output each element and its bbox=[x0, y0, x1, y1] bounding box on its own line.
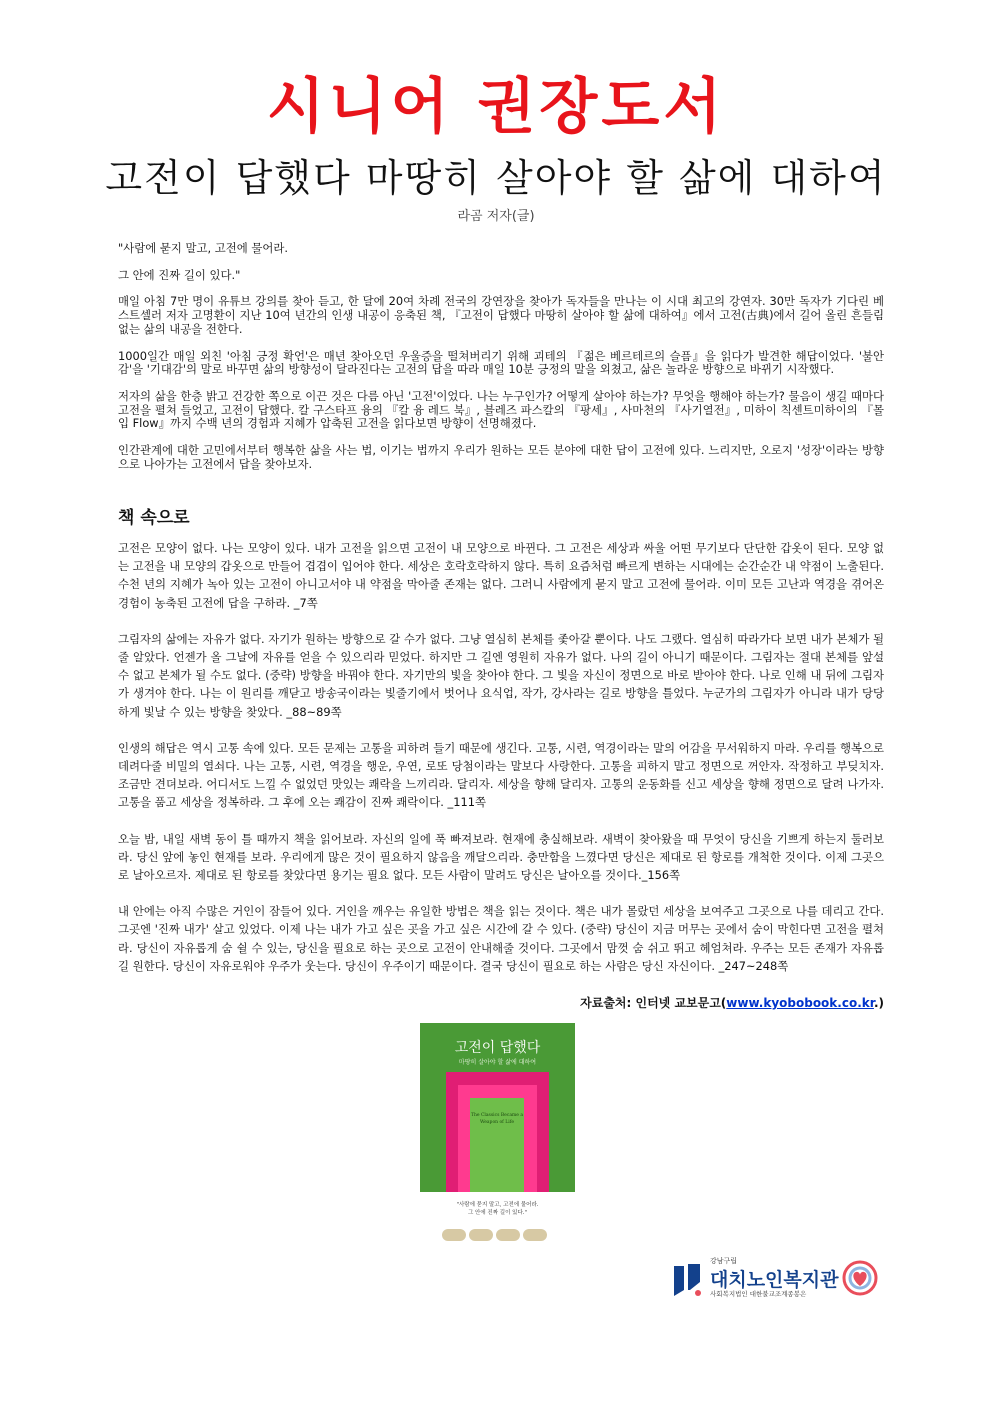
intro-paragraph: 1000일간 매일 외친 '아침 긍정 확언'은 매년 찾아오던 우울증을 떨쳐버리기 위해 괴테의 『젊은 베르테르의 슬픔』을 읽다가 발견한 해답이었다. '불안감'을 '기대감'의 말로 바꾸면 삶의 방향성이 달라진다는 고전의 답을 따라 매일 10분 긍정의 말을 외쳤고, 삶은 놀라운 방향으로 바뀌기 시작했다. bbox=[118, 348, 884, 377]
laurel-badge-icon bbox=[442, 1229, 466, 1241]
intro-paragraph: 저자의 삶을 한층 밝고 건강한 쪽으로 이끈 것은 다름 아닌 '고전'이었다. 나는 누구인가? 어떻게 살아야 하는가? 무엇을 행해야 하는가? 물음이 생길 때마다 고전을 펼쳐 들었고, 고전이 답했다. 칼 구스타프 융의 『칼 융 레드 북』, 블레즈 파스칼의 『팡세』, 사마천의 『사기열전』, 미하이 칙센트미하이의 『몰입 Flow』까지 수백 년의 경험과 지혜가 압축된 고전을 읽다보면 방향이 선명해졌다. bbox=[118, 388, 884, 431]
excerpt-paragraph: 오늘 밤, 내일 새벽 동이 틀 때까지 책을 읽어보라. 자신의 일에 푹 빠져보라. 현재에 충실해보라. 새벽이 찾아왔을 때 무엇이 당신을 기쁘게 하는지 둘러보라. 당신 앞에 놓인 현재를 보라. 우리에게 많은 것이 필요하지 않음을 깨달으리라. 충만함을 느꼈다면 당신은 제대로 된 항로를 개척한 것이다. 이제 그곳으로 날아오르자. 제대로 된 항로를 찾았다면 용기는 필요 없다. 모든 사람이 말려도 당신은 날아오를 것이다._156쪽 bbox=[118, 831, 884, 883]
laurel-badge-icon bbox=[469, 1229, 493, 1241]
welfare-center-logo bbox=[670, 1256, 886, 1302]
source-suffix: .) bbox=[873, 996, 884, 1010]
heart-emblem-icon bbox=[840, 1260, 880, 1296]
intro-paragraph: 인간관계에 대한 고민에서부터 행복한 삶을 사는 법, 이기는 법까지 우리가 원하는 모든 분야에 대한 답이 고전에 있다. 느리지만, 오로지 '성장'이라는 방향으로 나아가는 고전에서 답을 찾아보자. bbox=[118, 443, 884, 471]
section-heading: 책 속으로 bbox=[118, 508, 190, 528]
source-credit bbox=[580, 995, 884, 1011]
logo-name: 대치노인복지관 bbox=[710, 1269, 839, 1291]
cover-quote bbox=[420, 1201, 575, 1217]
cover-subtitle: 마땅히 살아야 할 삶에 대하여 bbox=[458, 1059, 537, 1066]
excerpt-paragraph: 내 안에는 아직 수많은 거인이 잠들어 있다. 거인을 깨우는 유일한 방법은 책을 읽는 것이다. 책은 내가 몰랐던 세상을 보여주고 그곳으로 나를 데리고 간다. 그곳엔 '진짜 내가' 살고 있었다. 이제 나는 내가 가고 싶은 곳을 가고 싶은 시간에 갈 수 있다. (중략) 당신이 지금 머무는 곳에서 숨이 막힌다면 고전을 펼쳐라. 당신이 자유롭게 숨 쉴 수 있는, 당신을 필요로 하는 곳으로 고전이 안내해줄 것이다. 그곳에서 맘껏 숨 쉬고 뛰고 헤엄쳐라. 우주는 모든 존재가 자유롭길 원한다. 당신이 자유로워야 우주가 웃는다. 당신이 우주이기 때문이다. 결국 당신이 필요로 하는 사람은 당신 자신이다. _247~248쪽 bbox=[118, 904, 884, 973]
cover-title: 고전이 답했다 bbox=[454, 1040, 541, 1056]
banner-title: 시니어 권장도서 bbox=[266, 72, 726, 142]
cover-frame-inner bbox=[470, 1098, 524, 1192]
cover-inner-text: The Classics Became a Weapon of Life bbox=[470, 1113, 524, 1125]
center-mark-icon bbox=[670, 1260, 706, 1298]
excerpt-paragraph: 고전은 모양이 없다. 나는 모양이 있다. 내가 고전을 읽으면 고전이 내 모양으로 바뀐다. 그 고전은 세상과 싸울 어떤 무기보다 단단한 갑옷이 된다. 모양 없는 고전을 내 모양의 갑옷으로 만들어 겹겹이 입어야 한다. 세상은 호락호락하지 않다. 특히 요즘처럼 빠르게 변하는 시대에는 순간순간 내 약점이 노출된다. 수천 년의 지혜가 녹아 있는 고전이 아니고서야 내 약점을 막아줄 존재는 없다. 그러니 사람에게 묻지 말고 고전에 물어라. 이미 모든 고난과 역경을 겪어온 경험이 농축된 고전에 답을 구하라. _7쪽 bbox=[118, 541, 884, 610]
book-author: 라곰 저자(글) bbox=[457, 209, 535, 224]
laurel-badge-icon bbox=[496, 1229, 520, 1241]
intro-quote-1: "사람에 묻지 말고, 고전에 물어라. bbox=[118, 241, 289, 255]
logo-org: 사회복지법인 대한불교조계종봉은 bbox=[710, 1290, 807, 1298]
intro-quote-2: 그 안에 진짜 길이 있다." bbox=[118, 267, 241, 282]
book-cover-image bbox=[420, 1023, 575, 1249]
excerpts-section bbox=[118, 539, 884, 993]
cover-green-panel bbox=[420, 1023, 575, 1192]
cover-award-badges bbox=[442, 1226, 554, 1240]
cover-quote-line: "사람에 묻지 말고, 고전에 물어라. bbox=[456, 1202, 539, 1208]
excerpt-paragraph: 인생의 해답은 역시 고통 속에 있다. 모든 문제는 고통을 피하려 들기 때문에 생긴다. 고통, 시련, 역경이라는 말의 어감을 무서워하지 마라. 우리를 행복으로 데려다줄 비밀의 열쇠다. 나는 고통, 시련, 역경을 행운, 우연, 로또 당첨이라는 말보다 사랑한다. 고통을 피하지 말고 정면으로 꺼안자. 작정하고 부딪치자. 조금만 견뎌보라. 어디서도 느낄 수 없었던 맛있는 쾌락을 느끼리라. 달리자. 세상을 향해 달리자. 고통의 운동화를 신고 세상을 향해 정면으로 달려 나가자. 고통을 품고 세상을 정복하라. 그 후에 오는 쾌감이 진짜 쾌락이다. _111쪽 bbox=[118, 740, 884, 810]
excerpt-paragraph: 그림자의 삶에는 자유가 없다. 자기가 원하는 방향으로 갈 수가 없다. 그냥 열심히 본체를 좇아갈 뿐이다. 나도 그랬다. 열심히 따라가다 보면 내가 본체가 될 줄 알았다. 언젠가 올 그날에 자유를 얻을 수 있으리라 믿었다. 하지만 그 길엔 영원히 자유가 없다. 나의 길이 아니기 때문이다. 그림자는 절대 본체를 앞설 수 없고 본체가 될 수도 없다. (중략) 방향을 바꿔야 한다. 자기만의 빛을 찾아야 한다. 그 빛을 자신이 정면으로 바로 받아야 한다. 나로 인해 내 뒤에 그림자가 생겨야 한다. 나는 이 원리를 깨닫고 방송국이라는 빛줄기에서 벗어나 요식업, 작가, 강사라는 길로 방향을 틀었다. 누군가의 그림자가 아니라 내가 당당하게 빛날 수 있는 방향을 찾았다. _88~89쪽 bbox=[118, 631, 884, 719]
intro-section bbox=[118, 242, 884, 484]
book-title: 고전이 답했다 마땅히 살아야 할 삶에 대하여 bbox=[105, 156, 887, 200]
cover-quote-line: 그 안에 진짜 길이 있다." bbox=[467, 1210, 528, 1216]
source-prefix: 자료출처: 인터넷 교보문고( bbox=[580, 996, 727, 1010]
logo-district: 강남구립 bbox=[710, 1257, 738, 1265]
intro-paragraph: 매일 아침 7만 명이 유튜브 강의를 찾아 듣고, 한 달에 20여 차례 전국의 강연장을 찾아가 독자들을 만나는 이 시대 최고의 강연자. 30만 독자가 기다린 베스트셀러 저자 고명환이 지난 10여 년간의 인생 내공이 응축된 책, 『고전이 답했다 마땅히 살아야 할 삶에 대하여』에서 고전(古典)에서 길어 올린 흔들림 없는 삶의 내공을 전한다. bbox=[118, 294, 884, 336]
laurel-badge-icon bbox=[523, 1229, 547, 1241]
source-link[interactable]: www.kyobobook.co.kr bbox=[726, 996, 874, 1010]
